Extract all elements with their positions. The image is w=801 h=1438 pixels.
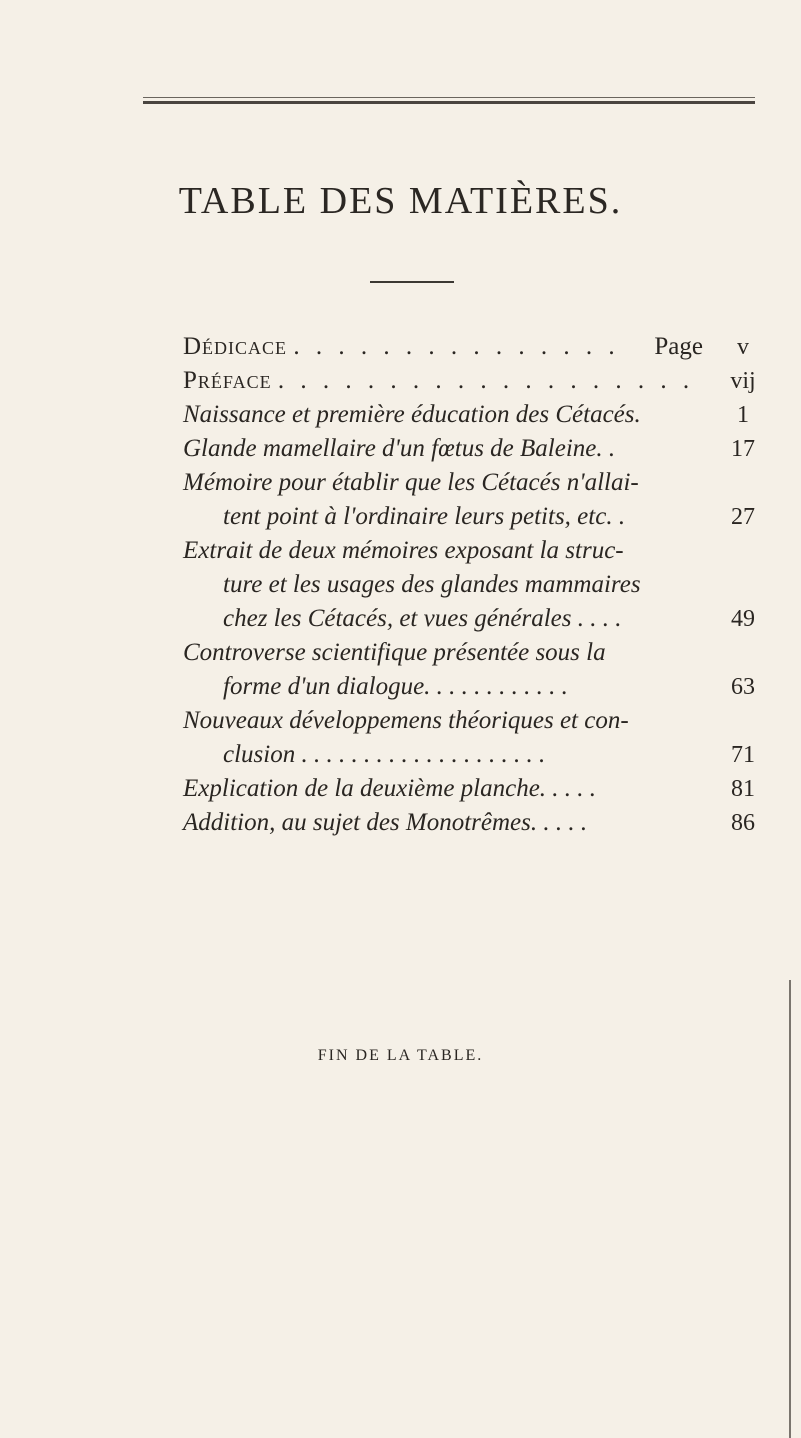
toc-entry-nouveaux-line-2 (223, 738, 703, 772)
toc-entry-dedicace (183, 330, 703, 364)
toc-entry-text: chez les Cétacés, et vues générales . . . . (223, 605, 622, 632)
toc-entry-text: Extrait de deux mémoires exposant la struc- (183, 537, 624, 564)
toc-entry-text: Mémoire pour établir que les Cétacés n'allai- (183, 469, 639, 496)
end-of-table: FIN DE LA TABLE. (317, 1047, 484, 1064)
toc-entry-text: Glande mamellaire d'un fœtus de Baleine. . (183, 435, 616, 462)
toc-entry-memoire-line-1 (183, 466, 703, 500)
toc-page-number: 27 (731, 504, 755, 530)
toc-entry-text: Explication de la deuxième planche. . . . . (183, 775, 597, 802)
toc-page-number: 81 (731, 776, 755, 802)
toc-entry-preface (183, 364, 703, 398)
toc-entry-text: clusion . . . . . . . . . . . . . . . . . . . . (223, 741, 546, 768)
toc-entry-extrait-line-1 (183, 534, 703, 568)
toc-entry-text: Préface (183, 367, 272, 394)
toc-entry-text: Dédicace (183, 333, 288, 360)
toc-entry-extrait-line-3 (223, 602, 703, 636)
toc-entry-memoire-line-2 (223, 500, 703, 534)
toc-entry-text: Controverse scientifique présentée sous la (183, 639, 606, 666)
toc-entry-controverse-line-1 (183, 636, 703, 670)
toc-page-number: 49 (731, 606, 755, 632)
toc-page-number: 17 (731, 436, 755, 462)
toc-entry-text: Addition, au sujet des Monotrêmes. . . . . (183, 809, 588, 836)
toc-leader: . . . . . . . . . . . . . . . . . . . (277, 367, 695, 394)
toc-entry-explication (183, 772, 703, 806)
toc-page-number: v (737, 334, 749, 360)
top-rule-thin (143, 97, 755, 98)
top-rule-thick (143, 101, 755, 104)
toc-entry-controverse-line-2 (223, 670, 703, 704)
toc-entry-extrait-line-2 (223, 568, 703, 602)
toc-page-number: 63 (731, 674, 755, 700)
toc-entry-glande (183, 432, 703, 466)
toc-page-number: 86 (731, 810, 755, 836)
toc-entry-naissance (183, 398, 703, 432)
toc-page-number: 71 (731, 742, 755, 768)
page-title: TABLE DES MATIÈRES. (178, 180, 623, 222)
toc-entry-text: Naissance et première éducation des Cétacés. (183, 401, 641, 428)
page-edge-shadow (789, 980, 791, 1438)
toc-page-label: Page (654, 333, 703, 360)
toc-page-number: vij (730, 368, 756, 394)
toc-entry-text: forme d'un dialogue. . . . . . . . . . . . (223, 673, 568, 700)
toc-entry-text: tent point à l'ordinaire leurs petits, etc. . (223, 503, 626, 530)
toc-page-number: 1 (737, 402, 749, 428)
title-rule (370, 281, 454, 283)
toc-entry-nouveaux-line-1 (183, 704, 703, 738)
toc-leader: . . . . . . . . . . . . . . . (293, 333, 620, 360)
toc-entry-addition (183, 806, 703, 840)
toc-entry-text: ture et les usages des glandes mammaires (223, 571, 641, 598)
toc-entry-text: Nouveaux développemens théoriques et con- (183, 707, 629, 734)
